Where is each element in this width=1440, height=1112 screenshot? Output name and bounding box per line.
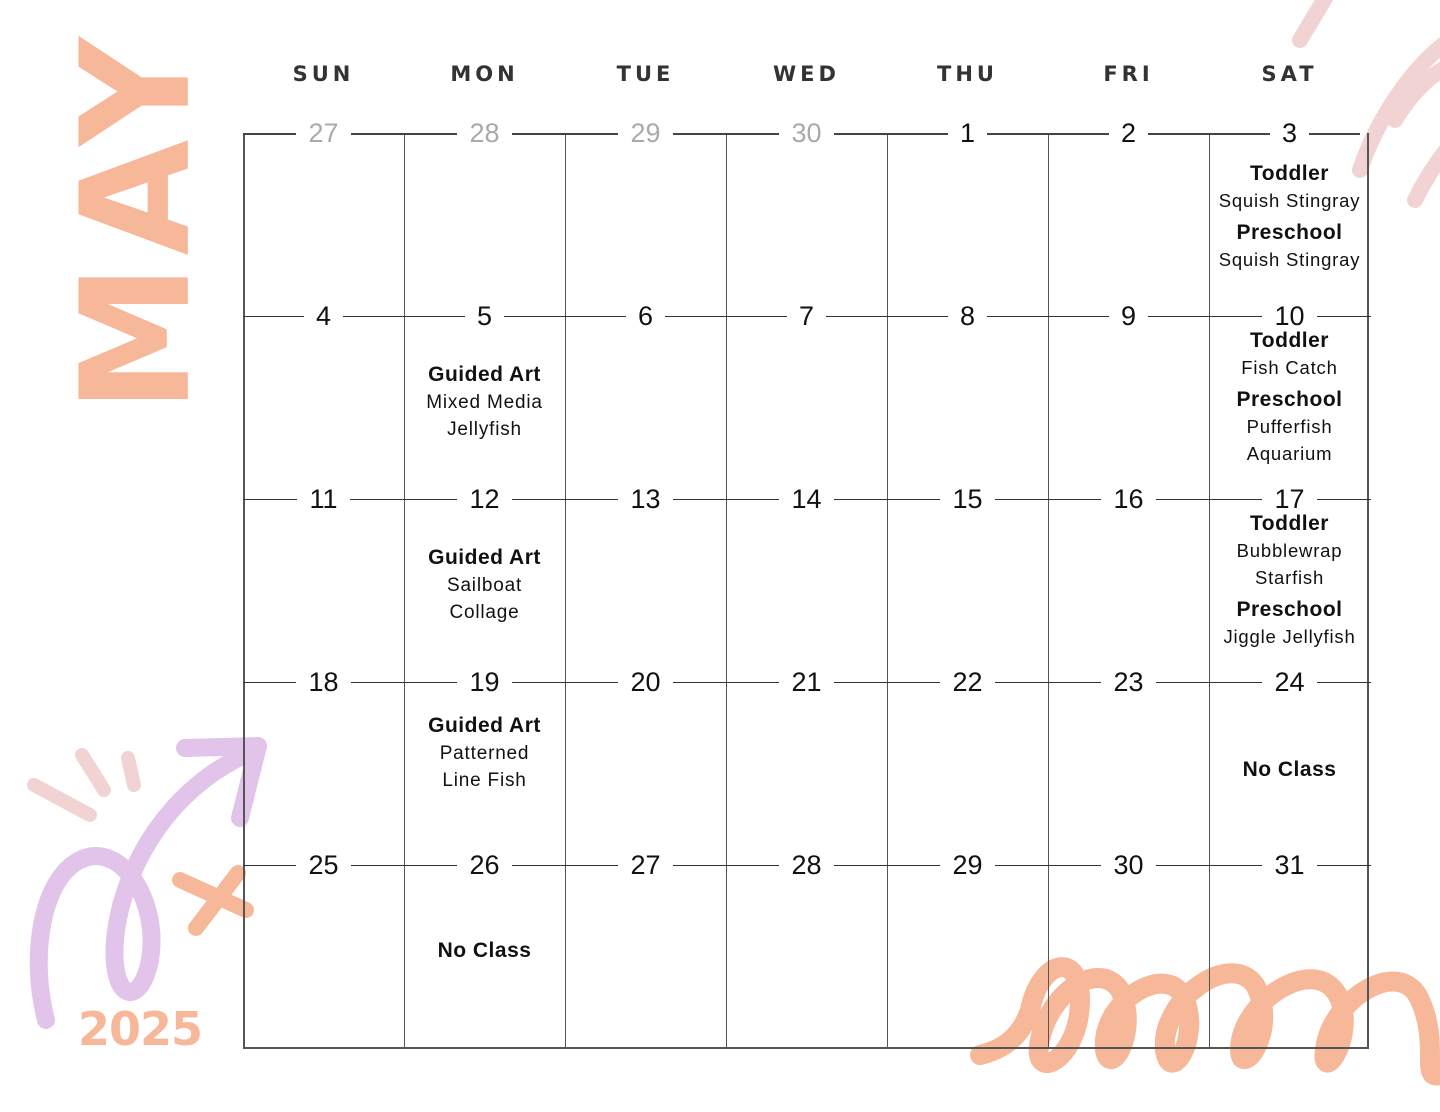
event-description: Patterned [439, 743, 530, 764]
day-number-label: 11 [297, 484, 349, 514]
weekday-thu: THU [937, 62, 998, 86]
day-number [565, 116, 726, 150]
day-cell[interactable] [565, 484, 726, 682]
day-number [726, 116, 887, 150]
day-cell[interactable] [1048, 301, 1209, 499]
day-number-label: 10 [1262, 301, 1316, 331]
day-cell[interactable] [1209, 118, 1370, 316]
day-number [887, 116, 1048, 150]
day-cell[interactable] [1048, 667, 1209, 865]
day-cell[interactable] [404, 484, 565, 682]
event-title: Toddler [1250, 162, 1329, 185]
day-number [1048, 299, 1209, 333]
day-cell[interactable] [887, 850, 1048, 1048]
day-events [404, 937, 565, 971]
lilac-arrow-icon [39, 746, 258, 1020]
event-description: Bubblewrap [1236, 540, 1343, 561]
day-number-label: 27 [296, 118, 350, 148]
event-description: Aquarium [1246, 443, 1333, 464]
day-number-label: 18 [296, 667, 350, 697]
day-number-label: 28 [457, 118, 511, 148]
day-cell[interactable] [726, 667, 887, 865]
day-number [243, 665, 404, 699]
day-number [887, 848, 1048, 882]
day-events [1209, 328, 1370, 473]
day-cell[interactable] [565, 850, 726, 1048]
day-number [243, 116, 404, 150]
class-event [1209, 757, 1370, 783]
day-number-label: 29 [940, 850, 994, 880]
day-number [726, 299, 887, 333]
day-number [887, 665, 1048, 699]
event-description: Sailboat [446, 575, 523, 596]
day-number-label: 5 [465, 301, 504, 331]
day-number-label: 25 [296, 850, 350, 880]
day-number [887, 482, 1048, 516]
day-cell[interactable] [1209, 301, 1370, 499]
day-number [243, 848, 404, 882]
day-cell[interactable] [565, 301, 726, 499]
class-event [1209, 511, 1370, 591]
day-cell[interactable] [726, 484, 887, 682]
day-cell[interactable] [1209, 667, 1370, 865]
day-number [565, 848, 726, 882]
month-label: MAY [50, 28, 224, 413]
event-title: No Class [437, 939, 532, 962]
day-number [243, 299, 404, 333]
day-number-label: 8 [948, 301, 987, 331]
day-number-label: 20 [618, 667, 672, 697]
day-number-label: 23 [1101, 667, 1155, 697]
class-event [1209, 328, 1370, 381]
class-event [404, 937, 565, 965]
day-number [1209, 665, 1370, 699]
day-cell[interactable] [887, 301, 1048, 499]
day-events [404, 544, 565, 632]
class-event [1209, 220, 1370, 273]
day-number-label: 21 [779, 667, 833, 697]
day-number-label: 28 [779, 850, 833, 880]
event-description: Jellyfish [447, 419, 522, 440]
day-cell[interactable] [404, 118, 565, 316]
event-description: Line Fish [442, 770, 527, 791]
event-title: Preschool [1236, 221, 1343, 244]
day-number [1048, 482, 1209, 516]
day-number-label: 3 [1270, 118, 1309, 148]
class-event [1209, 597, 1370, 650]
day-number-label: 7 [787, 301, 826, 331]
event-title: Preschool [1236, 388, 1343, 411]
day-number-label: 1 [948, 118, 987, 148]
weekday-fri: FRI [1103, 62, 1154, 86]
event-description: Starfish [1254, 567, 1325, 588]
day-cell[interactable] [1048, 850, 1209, 1048]
event-title: Toddler [1250, 512, 1329, 535]
day-number [1048, 116, 1209, 150]
day-events [1209, 161, 1370, 279]
day-number [404, 482, 565, 516]
class-event [404, 712, 565, 794]
day-cell[interactable] [243, 118, 404, 316]
day-number-label: 26 [457, 850, 511, 880]
day-cell[interactable] [1048, 118, 1209, 316]
day-number [887, 299, 1048, 333]
day-cell[interactable] [243, 301, 404, 499]
day-cell[interactable] [243, 484, 404, 682]
day-number [726, 665, 887, 699]
day-number [565, 482, 726, 516]
weekday-sun: SUN [292, 62, 355, 86]
year-label: 2025 [78, 1002, 203, 1056]
weekday-sat: SAT [1261, 62, 1318, 86]
day-number [404, 665, 565, 699]
day-number-label: 27 [618, 850, 672, 880]
day-cell[interactable] [565, 667, 726, 865]
day-cell[interactable] [887, 667, 1048, 865]
day-number-label: 30 [1101, 850, 1155, 880]
weekday-wed: WED [773, 62, 840, 86]
day-number [404, 116, 565, 150]
day-number [404, 848, 565, 882]
day-number [243, 482, 404, 516]
day-number-label: 19 [457, 667, 511, 697]
day-number-label: 12 [457, 484, 511, 514]
day-events [1209, 757, 1370, 789]
event-title: Guided Art [428, 714, 541, 737]
day-number [726, 848, 887, 882]
day-number [1048, 848, 1209, 882]
day-number [565, 665, 726, 699]
event-title: Preschool [1236, 598, 1343, 621]
day-cell[interactable] [1209, 850, 1370, 1048]
month-title [50, 28, 224, 413]
event-description: Squish Stingray [1218, 249, 1361, 270]
class-event [404, 544, 565, 626]
class-event [404, 361, 565, 443]
day-number-label: 22 [940, 667, 994, 697]
day-cell[interactable] [404, 850, 565, 1048]
day-cell[interactable] [243, 667, 404, 865]
class-event [1209, 387, 1370, 467]
day-number-label: 30 [779, 118, 833, 148]
class-event [1209, 161, 1370, 214]
day-number-label: 24 [1262, 667, 1316, 697]
day-cell[interactable] [887, 484, 1048, 682]
day-number [1209, 848, 1370, 882]
day-number [1209, 116, 1370, 150]
day-events [404, 712, 565, 800]
day-cell[interactable] [726, 301, 887, 499]
day-cell[interactable] [887, 118, 1048, 316]
day-number [404, 299, 565, 333]
day-number-label: 4 [304, 301, 343, 331]
day-number-label: 29 [618, 118, 672, 148]
day-cell[interactable] [243, 850, 404, 1048]
day-number-label: 9 [1109, 301, 1148, 331]
day-number-label: 31 [1262, 850, 1316, 880]
day-cell[interactable] [1209, 484, 1370, 682]
day-cell[interactable] [565, 118, 726, 316]
day-cell[interactable] [726, 118, 887, 316]
day-number-label: 2 [1109, 118, 1148, 148]
day-number-label: 15 [940, 484, 994, 514]
day-number-label: 13 [618, 484, 672, 514]
day-number-label: 17 [1262, 484, 1316, 514]
event-description: Mixed Media [426, 392, 543, 413]
event-description: Fish Catch [1241, 357, 1338, 378]
event-description: Squish Stingray [1218, 190, 1361, 211]
day-cell[interactable] [404, 667, 565, 865]
day-number-label: 14 [779, 484, 833, 514]
event-title: Toddler [1250, 329, 1329, 352]
event-title: No Class [1242, 758, 1337, 781]
day-number [1048, 665, 1209, 699]
day-cell[interactable] [1048, 484, 1209, 682]
burst-lines-icon [34, 755, 134, 815]
day-number-label: 16 [1101, 484, 1155, 514]
event-title: Guided Art [428, 363, 541, 386]
event-description: Collage [449, 602, 520, 623]
day-number [565, 299, 726, 333]
day-number [726, 482, 887, 516]
day-cell[interactable] [404, 301, 565, 499]
day-number-label: 6 [626, 301, 665, 331]
weekday-tue: TUE [616, 62, 675, 86]
event-description: Pufferfish [1246, 416, 1333, 437]
day-events [404, 361, 565, 449]
day-events [1209, 511, 1370, 656]
cross-mark-icon [180, 873, 246, 928]
event-title: Guided Art [428, 546, 541, 569]
event-description: Jiggle Jellyfish [1223, 626, 1356, 647]
weekday-mon: MON [450, 62, 519, 86]
day-cell[interactable] [726, 850, 887, 1048]
